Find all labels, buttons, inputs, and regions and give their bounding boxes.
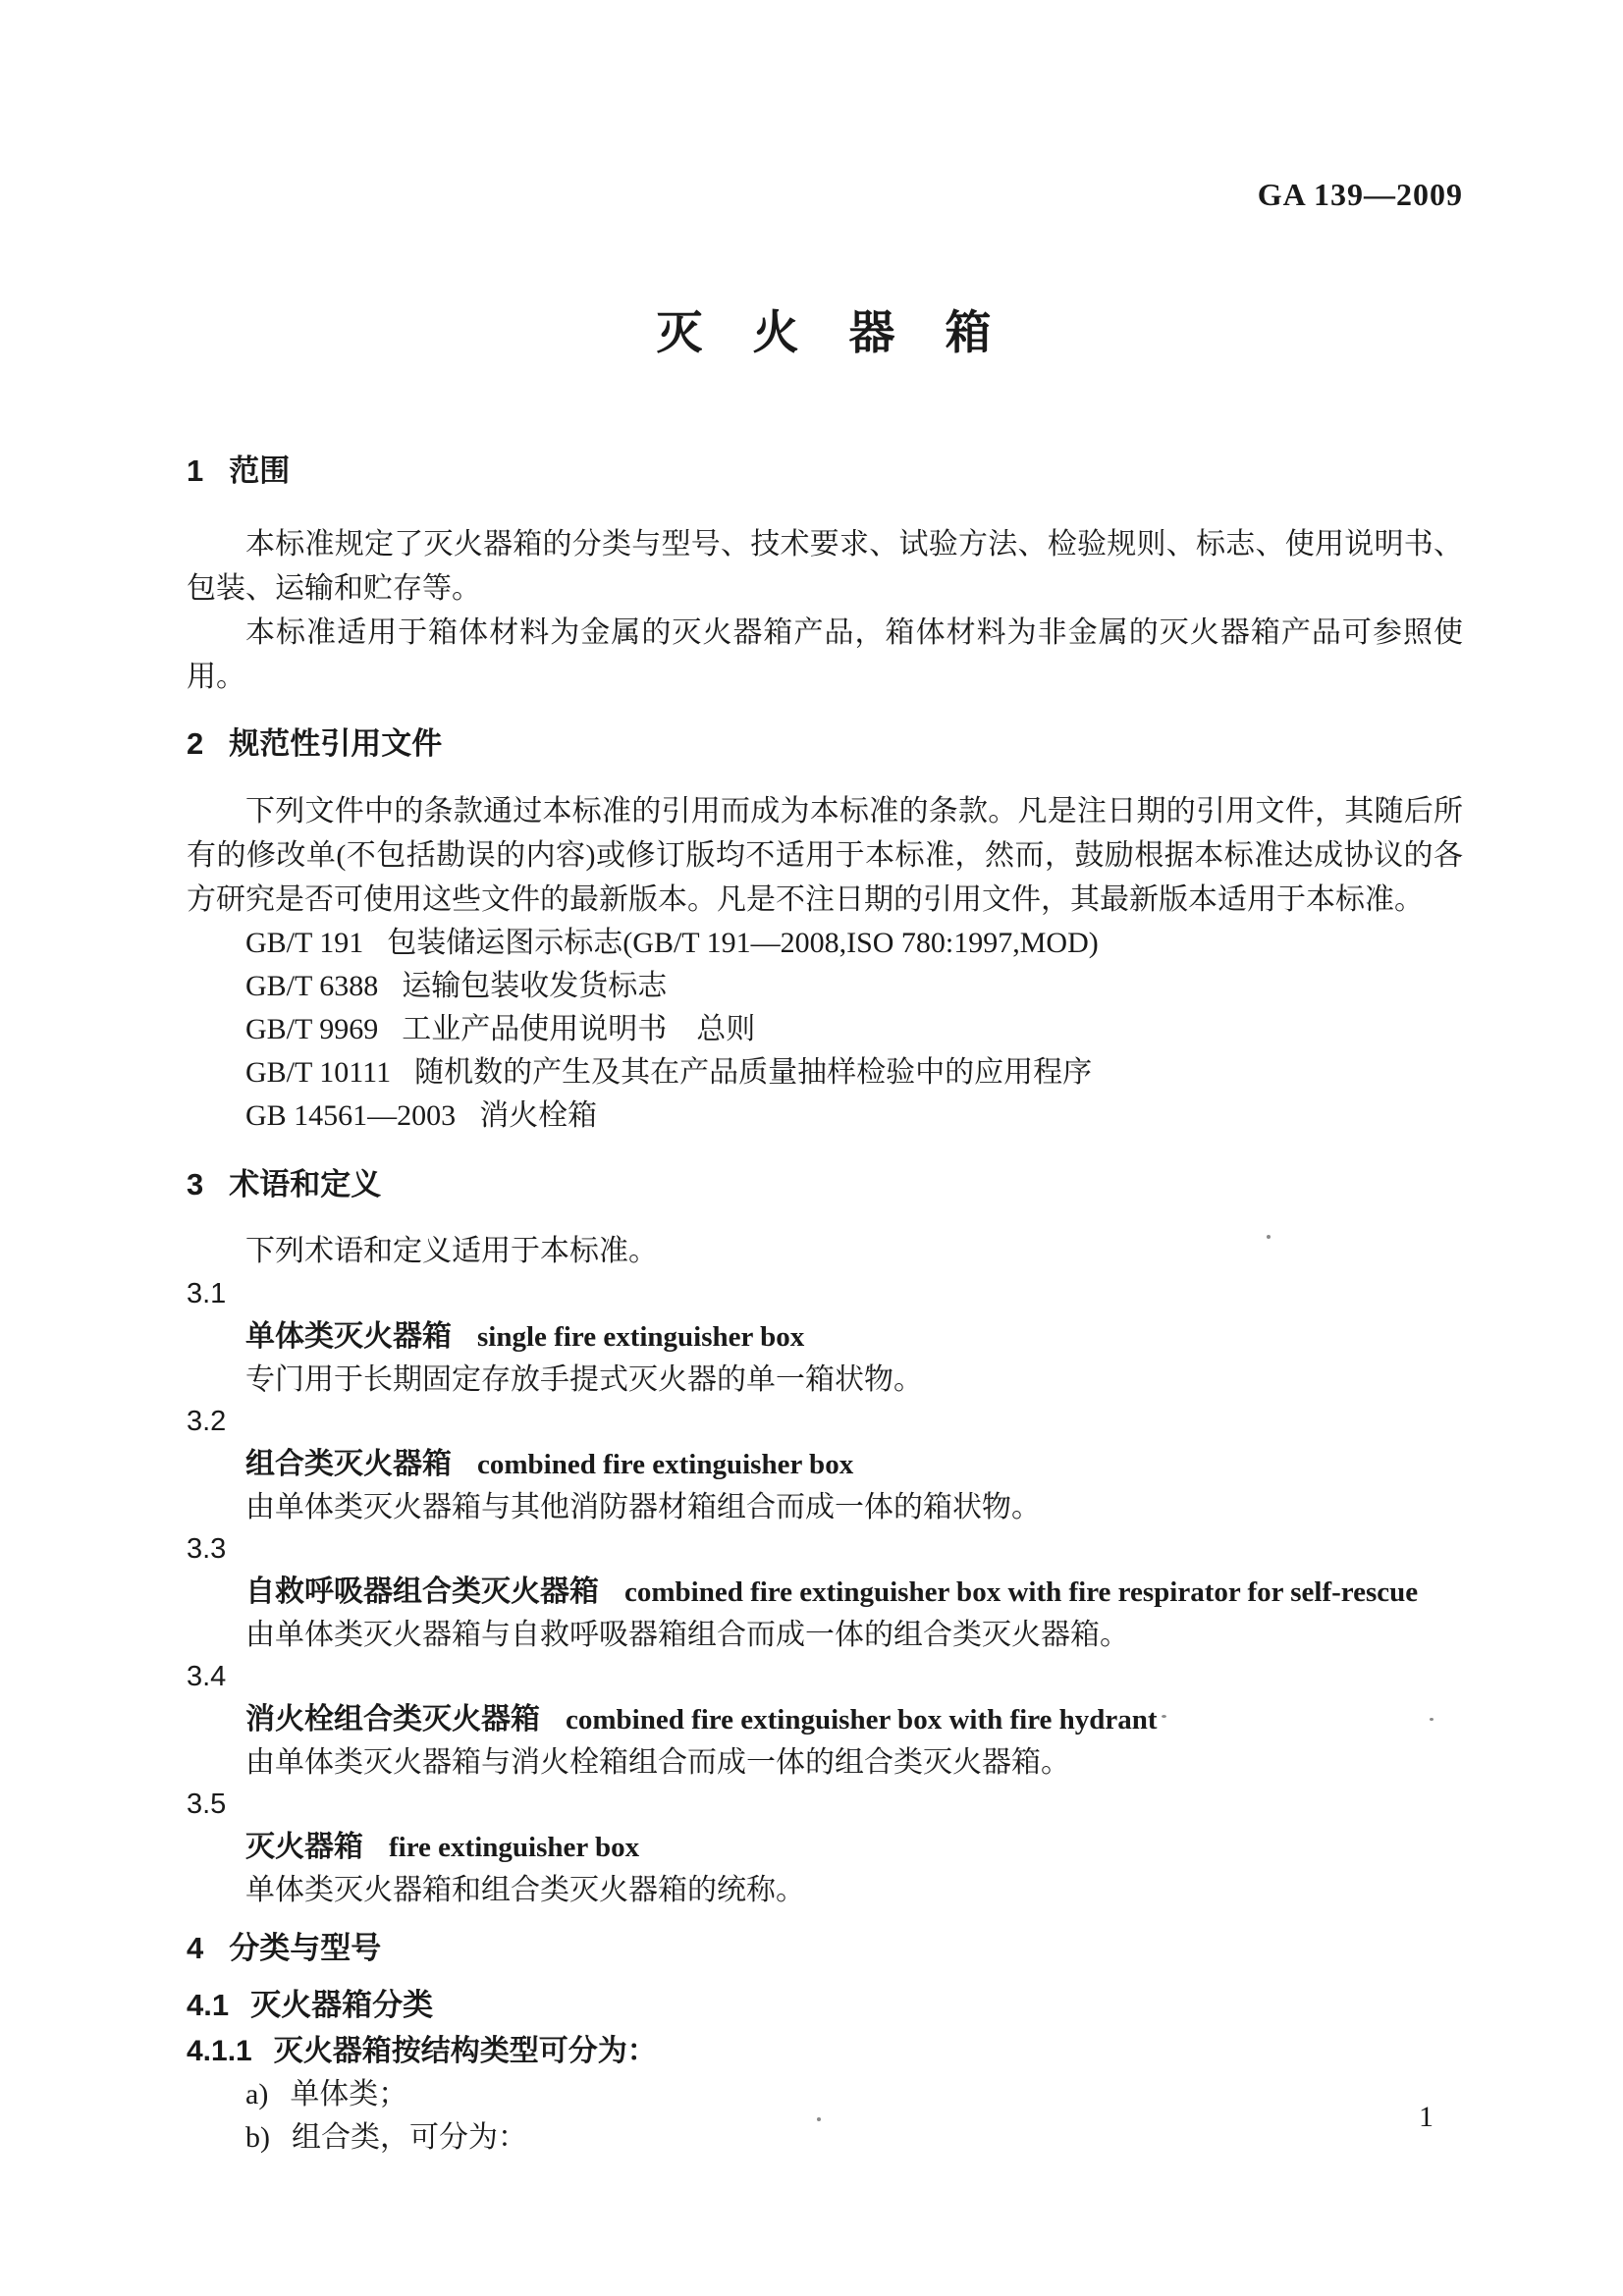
term-definition: 专门用于长期固定存放手提式灭火器的单一箱状物。 xyxy=(245,1363,923,1396)
term-name-line xyxy=(245,1571,1463,1614)
term-name-zh: 自救呼吸器组合类灭火器箱 xyxy=(245,1575,599,1608)
term-name-line xyxy=(245,1826,1463,1869)
section-2-number: 2 xyxy=(187,726,204,761)
reference-code: GB 14561—2003 xyxy=(245,1099,457,1132)
section-2-heading xyxy=(187,724,1463,764)
term-definition: 由单体类灭火器箱与其他消防器材箱组合而成一体的箱状物。 xyxy=(245,1491,1041,1523)
list-item-label: b) xyxy=(245,2121,270,2154)
reference-item xyxy=(245,965,1463,1008)
term-name-zh: 灭火器箱 xyxy=(245,1831,363,1863)
list-item-text: 组合类，可分为： xyxy=(292,2121,527,2154)
term-entry xyxy=(187,1401,1463,1528)
term-entry xyxy=(187,1273,1463,1401)
reference-code: GB/T 10111 xyxy=(245,1056,392,1089)
section-1-number: 1 xyxy=(187,454,204,488)
term-name-en: single fire extinguisher box xyxy=(477,1321,805,1353)
term-number: 3.1 xyxy=(187,1278,227,1309)
section-4-heading xyxy=(187,1929,1463,1968)
term-name-zh: 单体类灭火器箱 xyxy=(245,1320,452,1353)
list-item-label: a) xyxy=(245,2078,269,2110)
term-name-zh: 消火栓组合类灭火器箱 xyxy=(245,1703,540,1735)
section-3-title: 术语和定义 xyxy=(229,1167,382,1201)
term-number: 3.4 xyxy=(187,1661,227,1692)
reference-item xyxy=(245,1095,1463,1138)
term-entry xyxy=(187,1656,1463,1784)
terms-list xyxy=(187,1273,1463,1911)
terms-intro: 下列术语和定义适用于本标准。 xyxy=(245,1235,658,1267)
reference-title: 运输包装收发货标志 xyxy=(402,970,668,1002)
term-definition: 单体类灭火器箱和组合类灭火器箱的统称。 xyxy=(245,1874,805,1906)
reference-title: 工业产品使用说明书 总则 xyxy=(402,1013,756,1045)
reference-item xyxy=(245,1051,1463,1095)
document-title: 灭 火 器 箱 xyxy=(656,306,994,358)
term-entry xyxy=(187,1528,1463,1656)
scan-speck xyxy=(1430,1718,1434,1721)
section-4-1-number: 4.1 xyxy=(187,1988,230,2022)
list-item-a xyxy=(245,2074,1463,2115)
section-4-1-title: 灭火器箱分类 xyxy=(250,1988,434,2022)
scope-paragraph-1: 本标准规定了灭火器箱的分类与型号、技术要求、试验方法、检验规则、标志、使用说明书、包装、运输和贮存等。 xyxy=(187,528,1463,605)
reference-title: 消火栓箱 xyxy=(479,1099,598,1132)
reference-title: 包装储运图示标志(GB/T 191—2008,ISO 780:1997,MOD) xyxy=(387,927,1099,959)
clause-number: 4.1.1 xyxy=(187,2035,252,2067)
term-name-en: fire extinguisher box xyxy=(389,1832,640,1863)
scan-speck xyxy=(1267,1235,1271,1239)
section-4-1-heading xyxy=(187,1986,1463,2025)
reference-code: GB/T 6388 xyxy=(245,970,379,1002)
reference-item xyxy=(245,1008,1463,1051)
reference-item xyxy=(245,922,1463,965)
term-entry xyxy=(187,1784,1463,1911)
term-name-line xyxy=(245,1315,1463,1359)
term-definition: 由单体类灭火器箱与自救呼吸器箱组合而成一体的组合类灭火器箱。 xyxy=(245,1619,1129,1651)
reference-title: 随机数的产生及其在产品质量抽样检验中的应用程序 xyxy=(414,1056,1093,1089)
term-name-en: combined fire extinguisher box with fire hydrant xyxy=(566,1704,1158,1735)
reference-code: GB/T 9969 xyxy=(245,1013,379,1045)
section-4-number: 4 xyxy=(187,1931,204,1965)
term-number: 3.2 xyxy=(187,1406,227,1437)
reference-list xyxy=(187,922,1463,1138)
term-number: 3.3 xyxy=(187,1533,227,1565)
clause-text: 灭火器箱按结构类型可分为： xyxy=(273,2035,657,2067)
term-definition: 由单体类灭火器箱与消火栓箱组合而成一体的组合类灭火器箱。 xyxy=(245,1746,1070,1779)
term-name-line xyxy=(245,1698,1463,1741)
term-name-zh: 组合类灭火器箱 xyxy=(245,1448,452,1480)
section-2-title: 规范性引用文件 xyxy=(229,726,443,761)
section-3-heading xyxy=(187,1165,1463,1204)
term-name-en: combined fire extinguisher box xyxy=(477,1449,854,1480)
section-3-number: 3 xyxy=(187,1167,204,1201)
term-number: 3.5 xyxy=(187,1789,227,1820)
scan-speck xyxy=(817,2117,821,2121)
section-1-heading xyxy=(187,452,1463,491)
doc-code: GA 139—2009 xyxy=(1257,177,1463,212)
scope-paragraph-2: 本标准适用于箱体材料为金属的灭火器箱产品，箱体材料为非金属的灭火器箱产品可参照使用。 xyxy=(187,616,1463,693)
page-number: 1 xyxy=(1419,2101,1434,2133)
scan-speck xyxy=(1162,1715,1166,1718)
normative-references-intro: 下列文件中的条款通过本标准的引用而成为本标准的条款。凡是注日期的引用文件，其随后所有的修改单(不包括勘误的内容)或修订版均不适用于本标准，然而，鼓励根据本标准达成协议的各方研究是否可使用这些文件的最新版本。凡是不注日期的引用文件，其最新版本适用于本标准。 xyxy=(187,795,1463,916)
clause-4-1-1 xyxy=(187,2031,1463,2072)
term-name-line xyxy=(245,1443,1463,1486)
term-name-en: combined fire extinguisher box with fire respirator for self-rescue xyxy=(624,1576,1419,1608)
section-4-title: 分类与型号 xyxy=(229,1931,382,1965)
section-1-title: 范围 xyxy=(229,454,291,488)
list-item-b xyxy=(245,2117,1463,2159)
reference-code: GB/T 191 xyxy=(245,927,364,959)
list-item-text: 单体类； xyxy=(290,2078,408,2110)
